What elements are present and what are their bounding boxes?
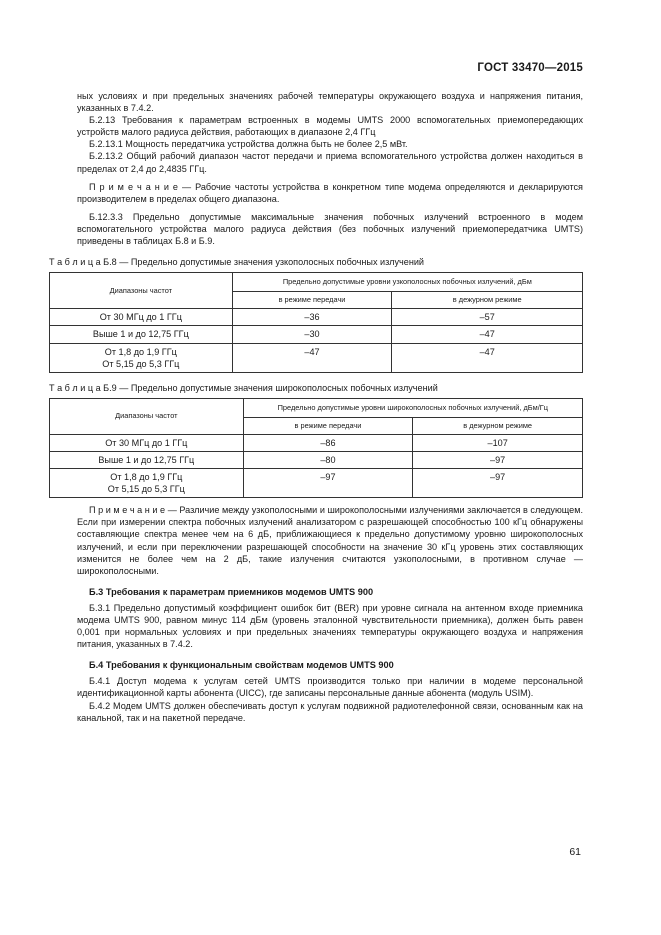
- paragraph-b3-1: Б.3.1 Предельно допустимый коэффициент ошибок бит (BER) при уровне сигнала на антенном входе приемника модема UMTS 900, равном минус 114 дБм (уровень эталонной чувствительности приемника), должен быть равен 0,001 при нормальных условиях и при предельных значениях температуры окружающего воздуха и напряжения питания, указанных в 7.4.2.: [77, 602, 583, 650]
- cell-transmit: –36: [232, 309, 392, 326]
- note-2-label: П р и м е ч а н и е: [89, 505, 166, 516]
- cell-transmit: –97: [243, 469, 413, 498]
- cell-standby: –97: [413, 451, 583, 468]
- note-1: [77, 181, 583, 205]
- header-limit-levels: Предельно допустимые уровни широкополосных побочных излучений, дБм/Гц: [243, 398, 582, 417]
- note-2: [77, 504, 583, 577]
- cell-range: От 30 МГц до 1 ГГц: [50, 309, 233, 326]
- page-number: 61: [569, 846, 581, 858]
- cell-range-line-1: От 1,8 до 1,9 ГГц: [110, 472, 183, 483]
- paragraph-b4-1: Б.4.1 Доступ модема к услугам сетей UMTS производится только при наличии в модеме персональной идентификационной карты абонента (UICC), где записаны персональные данные абонента (модуль USIM).: [77, 676, 583, 699]
- cell-range-line-2: От 5,15 до 5,3 ГГц: [107, 484, 185, 495]
- note-2-text: — Различие между узкополосными и широкополосными излучениями заключается в следующем. Если при измерении спектра побочных излучений анализатором с разрешающей способностью 100 кГц обнаружены составляющие спектра менее чем на 6 дБ, приближающиеся к предельно допустимому уровню широкополосных излучений, и если при переключении разрешающей способности на значение 30 кГц уровень этих составляющих изменится не более чем на 2 дБ, такие излучения считаются узкополосными, в противном случае — широкополосными.: [77, 505, 583, 576]
- table-b8-caption-text: Б.8 — Предельно допустимые значения узкополосных побочных излучений: [100, 257, 424, 268]
- cell-range: [50, 469, 244, 498]
- paragraph-continuation: ных условиях и при предельных значениях рабочей температуры окружающего воздуха и напряжения питания, указанных в 7.4.2.: [77, 91, 583, 114]
- cell-range: Выше 1 и до 12,75 ГГц: [50, 451, 244, 468]
- header-frequency-ranges: Диапазоны частот: [50, 273, 233, 309]
- standard-header: ГОСТ 33470—2015: [477, 62, 583, 74]
- cell-standby: –47: [392, 326, 583, 343]
- note-1-label: П р и м е ч а н и е: [89, 181, 178, 192]
- header-limit-levels: Предельно допустимые уровни узкополосных побочных излучений, дБм: [232, 273, 582, 292]
- section-b4-heading: Б.4 Требования к функциональным свойствам модемов UMTS 900: [89, 660, 394, 671]
- paragraph-b12-3-3: Б.12.3.3 Предельно допустимые максимальные значения побочных излучений встроенного в модем вспомогательного устройства малого радиуса действия (без побочных излучений приемопередатчика UMTS) приведены в таблицах Б.8 и Б.9.: [77, 211, 583, 247]
- cell-range-line-2: От 5,15 до 5,3 ГГц: [102, 358, 180, 369]
- header-standby-mode: в дежурном режиме: [392, 292, 583, 309]
- table-b8-caption-label: Т а б л и ц а: [49, 257, 101, 268]
- table-row: [50, 326, 583, 343]
- header-transmit-mode: в режиме передачи: [232, 292, 392, 309]
- table-header-row: [50, 398, 583, 417]
- paragraph-b2-13-2: Б.2.13.2 Общий рабочий диапазон частот передачи и приема вспомогательного устройства должен находиться в пределах от 2,4 до 2,4835 ГГц.: [77, 151, 583, 174]
- cell-transmit: –30: [232, 326, 392, 343]
- table-row: [50, 469, 583, 498]
- section-b3-heading: Б.3 Требования к параметрам приемников модемов UMTS 900: [89, 586, 374, 597]
- cell-range: Выше 1 и до 12,75 ГГц: [50, 326, 233, 343]
- table-b9-caption-text: Б.9 — Предельно допустимые значения широкополосных побочных излучений: [100, 382, 438, 393]
- table-b9-caption-label: Т а б л и ц а: [49, 382, 101, 393]
- note-1-text: — Рабочие частоты устройства в конкретном типе модема определяются и декларируются производителем в пределах общего диапазона.: [77, 181, 583, 204]
- paragraph-b2-13: Б.2.13 Требования к параметрам встроенных в модемы UMTS 2000 вспомогательных приемопередающих устройств малого радиуса действия, работающих в диапазоне 2,4 ГГц: [77, 115, 583, 138]
- header-transmit-mode: в режиме передачи: [243, 417, 413, 434]
- page-content: [49, 90, 583, 724]
- table-row: [50, 343, 583, 372]
- cell-transmit: –47: [232, 343, 392, 372]
- header-frequency-ranges: Диапазоны частот: [50, 398, 244, 434]
- table-row: [50, 309, 583, 326]
- paragraph-b2-13-1: Б.2.13.1 Мощность передатчика устройства должна быть не более 2,5 мВт.: [89, 139, 408, 150]
- table-b9: [49, 398, 583, 498]
- cell-transmit: –86: [243, 434, 413, 451]
- cell-range: От 30 МГц до 1 ГГц: [50, 434, 244, 451]
- cell-transmit: –80: [243, 451, 413, 468]
- table-b8: [49, 272, 583, 372]
- table-b8-caption: [49, 256, 583, 268]
- cell-standby: –107: [413, 434, 583, 451]
- table-row: [50, 434, 583, 451]
- cell-standby: –57: [392, 309, 583, 326]
- cell-range: [50, 343, 233, 372]
- cell-standby: –47: [392, 343, 583, 372]
- table-header-row: [50, 273, 583, 292]
- table-row: [50, 451, 583, 468]
- header-standby-mode: в дежурном режиме: [413, 417, 583, 434]
- paragraph-b4-2: Б.4.2 Модем UMTS должен обеспечивать доступ к услугам подвижной радиотелефонной связи, основанным как на канальной, так и на пакетной передаче.: [77, 700, 583, 723]
- table-b9-caption: [49, 382, 583, 394]
- cell-standby: –97: [413, 469, 583, 498]
- cell-range-line-1: От 1,8 до 1,9 ГГц: [104, 346, 177, 357]
